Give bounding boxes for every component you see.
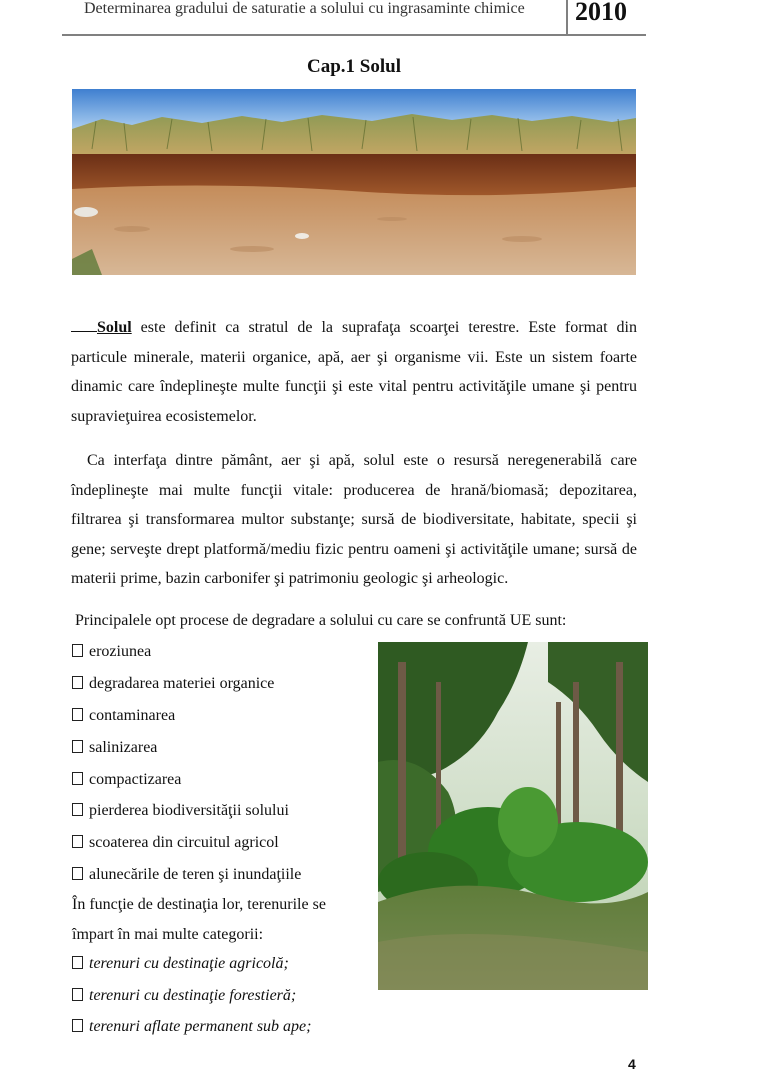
paragraph2-text: Ca interfaţa dintre pământ, aer şi apă, solul este o resursă neregenerabilă care îndeplineşte mai multe funcţii vitale: producerea de hrană/biomasă; depozitarea, filtrarea şi transformarea multor substanţe; sursă de biodiversitate, habitate, specii şi gene; serveşte drept platformă/mediu fizic pentru oameni şi activităţile umane; sursă de materii prime, bazin carbonifer şi patrimoniu geologic şi arheologic.: [71, 452, 637, 587]
header-year: 2010: [575, 0, 627, 26]
categories-intro-line2: împart în mai multe categorii:: [72, 926, 264, 943]
chapter-title: Cap.1 Solul: [307, 56, 401, 77]
list-item: salinizarea: [72, 739, 157, 757]
list-item: contaminarea: [72, 707, 175, 725]
paragraph-soil-functions: [71, 446, 637, 594]
bullet-box-icon: [72, 708, 83, 721]
soil-profile-image: [72, 89, 636, 275]
bullet-box-icon: [72, 772, 83, 785]
indent-underline: [71, 330, 97, 332]
categories-intro-line1: În funcţie de destinaţia lor, terenurile se: [72, 896, 326, 913]
bullet-box-icon: [72, 956, 83, 969]
forest-image: [378, 642, 648, 990]
bullet-box-icon: [72, 676, 83, 689]
bullet-box-icon: [72, 867, 83, 880]
bullet-box-icon: [72, 644, 83, 657]
list-item: scoaterea din circuitul agricol: [72, 834, 279, 852]
list-item: terenuri cu destinaţie agricolă;: [72, 955, 289, 973]
bullet-box-icon: [72, 1019, 83, 1032]
page-number: 4: [628, 1056, 636, 1072]
bullet-box-icon: [72, 988, 83, 1001]
list-item: terenuri aflate permanent sub ape;: [72, 1018, 311, 1036]
list-item: pierderea biodiversităţii solului: [72, 802, 289, 820]
term-solul: Solul: [97, 319, 132, 336]
page-header: [62, 0, 646, 36]
paragraph-soil-definition: [71, 313, 637, 431]
list-item: degradarea materiei organice: [72, 675, 274, 693]
bullet-box-icon: [72, 803, 83, 816]
paragraph1-text: este definit ca stratul de la suprafaţa scoarţei terestre. Este format din particule minerale, materii organice, apă, aer şi organisme vii. Este un sistem foarte dinamic care îndeplineşte multe funcţii şi este vital pentru activităţile umane şi pentru supravieţuirea ecosistemelor.: [71, 319, 637, 425]
list-item: compactizarea: [72, 771, 181, 789]
header-title: Determinarea gradului de saturatie a solului cu ingrasaminte chimice: [84, 0, 525, 17]
list-item: terenuri cu destinaţie forestieră;: [72, 987, 296, 1005]
bullet-box-icon: [72, 740, 83, 753]
list-item: alunecările de teren şi inundaţiile: [72, 866, 301, 884]
bullet-box-icon: [72, 835, 83, 848]
list-item: eroziunea: [72, 643, 151, 661]
header-divider: [566, 0, 568, 34]
processes-intro: Principalele opt procese de degradare a solului cu care se confruntă UE sunt:: [75, 612, 567, 629]
